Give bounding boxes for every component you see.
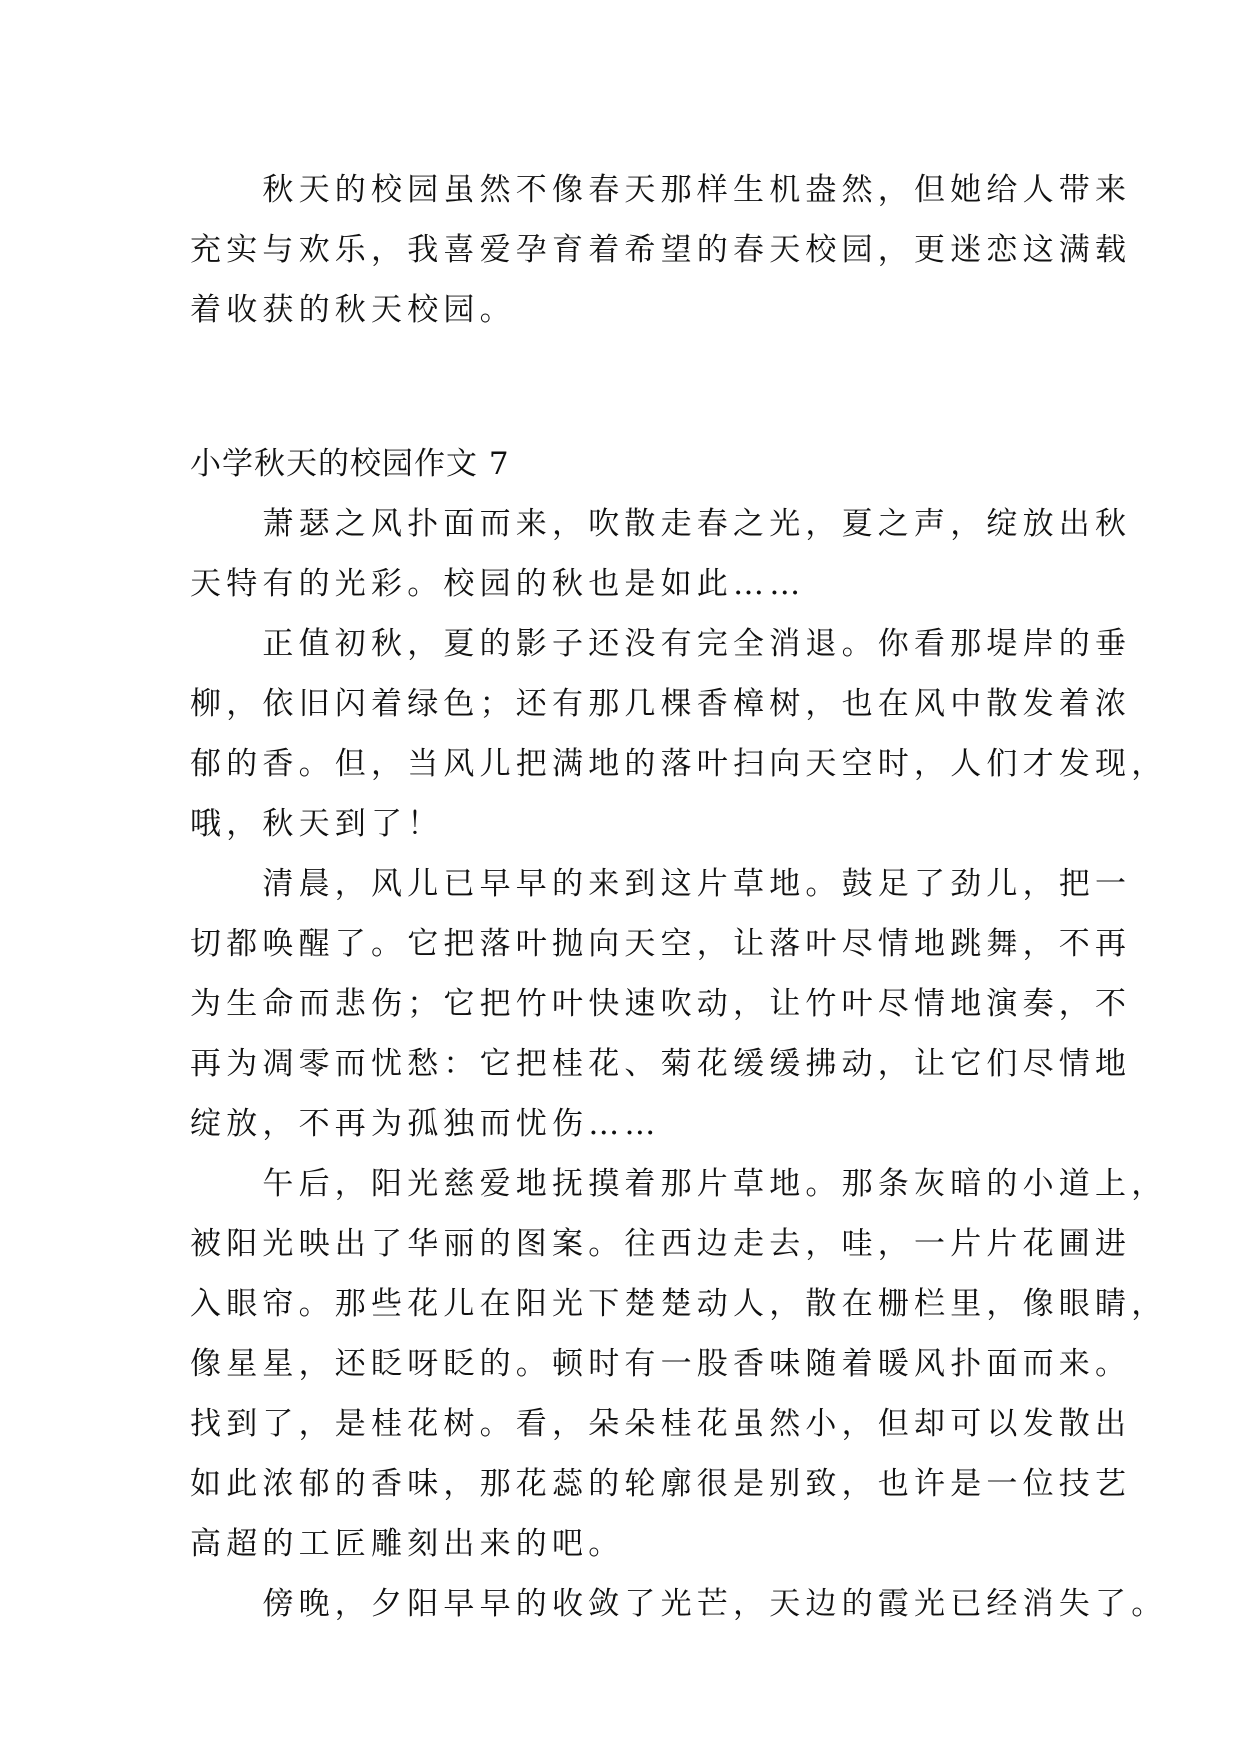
text-line: 傍晚，夕阳早早的收敛了光芒，天边的霞光已经消失了。 bbox=[190, 1586, 1168, 1622]
text-line: 午后，阳光慈爱地抚摸着那片草地。那条灰暗的小道上， bbox=[190, 1166, 1168, 1202]
text-line: 萧瑟之风扑面而来，吹散走春之光，夏之声，绽放出秋 bbox=[190, 506, 1132, 542]
text-line: 郁的香。但，当风儿把满地的落叶扫向天空时，人们才发现， bbox=[190, 746, 1168, 782]
text-line: 像星星，还眨呀眨的。顿时有一股香味随着暖风扑面而来。 bbox=[190, 1346, 1132, 1382]
text-line: 为生命而悲伤；它把竹叶快速吹动，让竹叶尽情地演奏，不 bbox=[190, 986, 1132, 1022]
text-line: 高超的工匠雕刻出来的吧。 bbox=[190, 1526, 625, 1562]
section-gap bbox=[190, 340, 1052, 434]
text-line: 着收获的秋天校园。 bbox=[190, 292, 516, 328]
text-line: 秋天的校园虽然不像春天那样生机盎然，但她给人带来 bbox=[190, 172, 1132, 208]
text-line: 如此浓郁的香味，那花蕊的轮廓很是别致，也许是一位技艺 bbox=[190, 1466, 1132, 1502]
paragraph bbox=[190, 494, 1132, 614]
text-line: 切都唤醒了。它把落叶抛向天空，让落叶尽情地跳舞，不再 bbox=[190, 926, 1132, 962]
text-line: 找到了，是桂花树。看，朵朵桂花虽然小，但却可以发散出 bbox=[190, 1406, 1132, 1442]
paragraph bbox=[190, 1574, 1168, 1634]
text-line: 哦，秋天到了！ bbox=[190, 806, 444, 842]
text-line: 再为凋零而忧愁：它把桂花、菊花缓缓拂动，让它们尽情地 bbox=[190, 1046, 1132, 1082]
paragraph bbox=[190, 854, 1132, 1154]
text-line: 清晨，风儿已早早的来到这片草地。鼓足了劲儿，把一 bbox=[190, 866, 1132, 902]
text-line: 被阳光映出了华丽的图案。往西边走去，哇，一片片花圃进 bbox=[190, 1226, 1132, 1262]
paragraph bbox=[190, 614, 1168, 854]
intro-paragraph bbox=[190, 160, 1132, 340]
text-line: 天特有的光彩。校园的秋也是如此…… bbox=[190, 566, 806, 602]
text-line: 柳，依旧闪着绿色；还有那几棵香樟树，也在风中散发着浓 bbox=[190, 686, 1132, 722]
document-page bbox=[190, 160, 1168, 1634]
text-line: 正值初秋，夏的影子还没有完全消退。你看那堤岸的垂 bbox=[190, 626, 1132, 662]
text-line: 入眼帘。那些花儿在阳光下楚楚动人，散在栅栏里，像眼睛， bbox=[190, 1286, 1168, 1322]
paragraph bbox=[190, 1154, 1168, 1574]
section-title: 小学秋天的校园作文 7 bbox=[190, 446, 510, 482]
text-line: 绽放，不再为孤独而忧伤…… bbox=[190, 1106, 661, 1142]
text-line: 充实与欢乐，我喜爱孕育着希望的春天校园，更迷恋这满载 bbox=[190, 232, 1132, 268]
